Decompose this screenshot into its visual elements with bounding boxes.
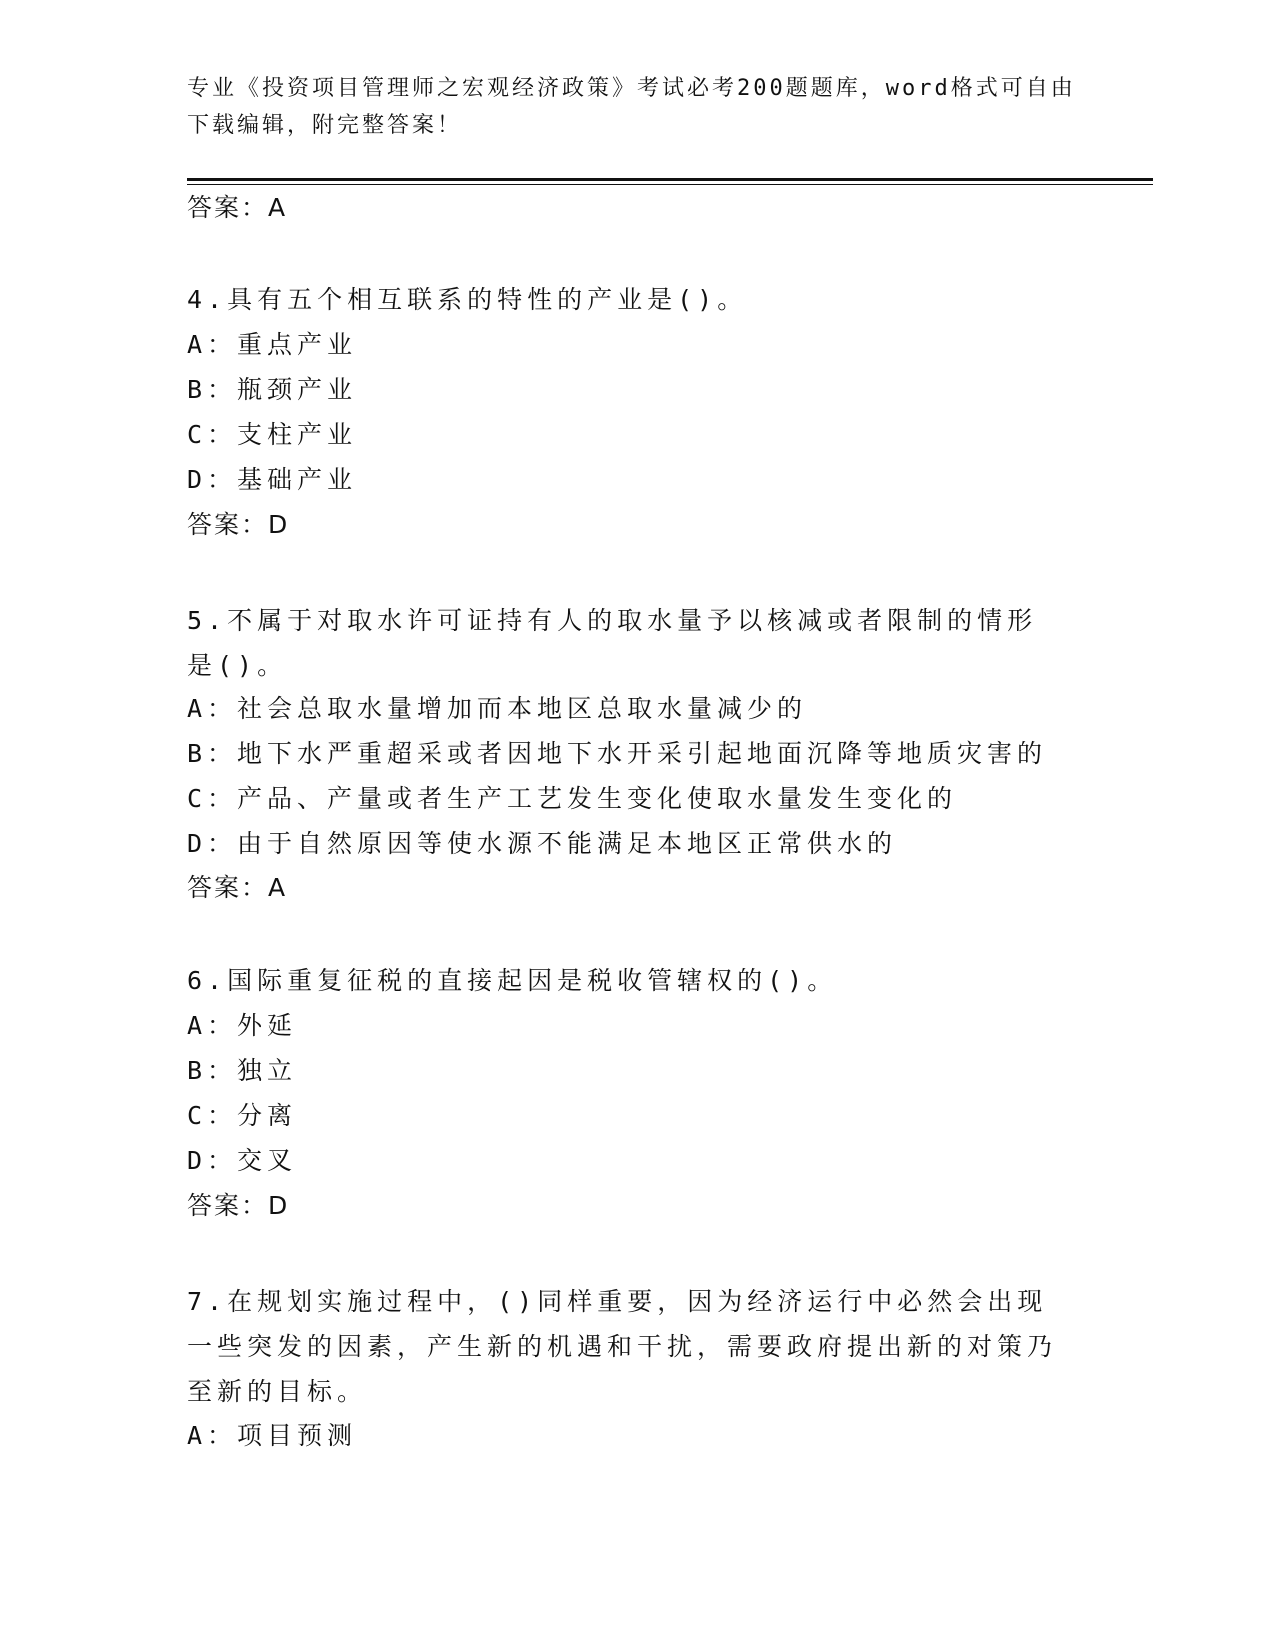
question-7-stem: 7.在规划实施过程中，()同样重要，因为经济运行中必然会出现一些突发的因素，产生新的机遇和干扰，需要政府提出新的对策乃至新的目标。	[187, 1287, 1058, 1406]
question-6-option-a: A：外延	[187, 1011, 298, 1040]
header-divider-thick	[187, 178, 1153, 181]
question-5-option-b: B：地下水严重超采或者因地下水开采引起地面沉降等地质灾害的	[187, 739, 1048, 768]
question-4-answer: 答案：D	[187, 510, 290, 539]
question-4-option-a: A：重点产业	[187, 330, 358, 359]
question-4-stem: 4.具有五个相互联系的特性的产业是()。	[187, 285, 748, 314]
question-5-stem: 5.不属于对取水许可证持有人的取水量予以核减或者限制的情形是()。	[187, 606, 1038, 680]
document-header: 专业《投资项目管理师之宏观经济政策》考试必考200题题库，word格式可自由下载编辑，附完整答案！	[187, 76, 1076, 138]
question-6-option-d: D：交叉	[187, 1146, 298, 1175]
question-4-option-d: D：基础产业	[187, 465, 358, 494]
question-6-option-b: B：独立	[187, 1056, 298, 1085]
question-5-option-a: A：社会总取水量增加而本地区总取水量减少的	[187, 694, 808, 723]
question-5-option-c: C：产品、产量或者生产工艺发生变化使取水量发生变化的	[187, 784, 958, 813]
question-7-option-a: A：项目预测	[187, 1421, 358, 1450]
question-4-option-b: B：瓶颈产业	[187, 375, 358, 404]
question-6-answer: 答案：D	[187, 1191, 290, 1220]
question-5-option-d: D：由于自然原因等使水源不能满足本地区正常供水的	[187, 829, 898, 858]
question-5-answer: 答案：A	[187, 873, 288, 902]
question-6-option-c: C：分离	[187, 1101, 298, 1130]
header-divider-thin	[187, 184, 1153, 185]
question-6-stem: 6.国际重复征税的直接起因是税收管辖权的()。	[187, 966, 838, 995]
answer-q3: 答案：A	[187, 193, 288, 222]
question-4-option-c: C：支柱产业	[187, 420, 358, 449]
